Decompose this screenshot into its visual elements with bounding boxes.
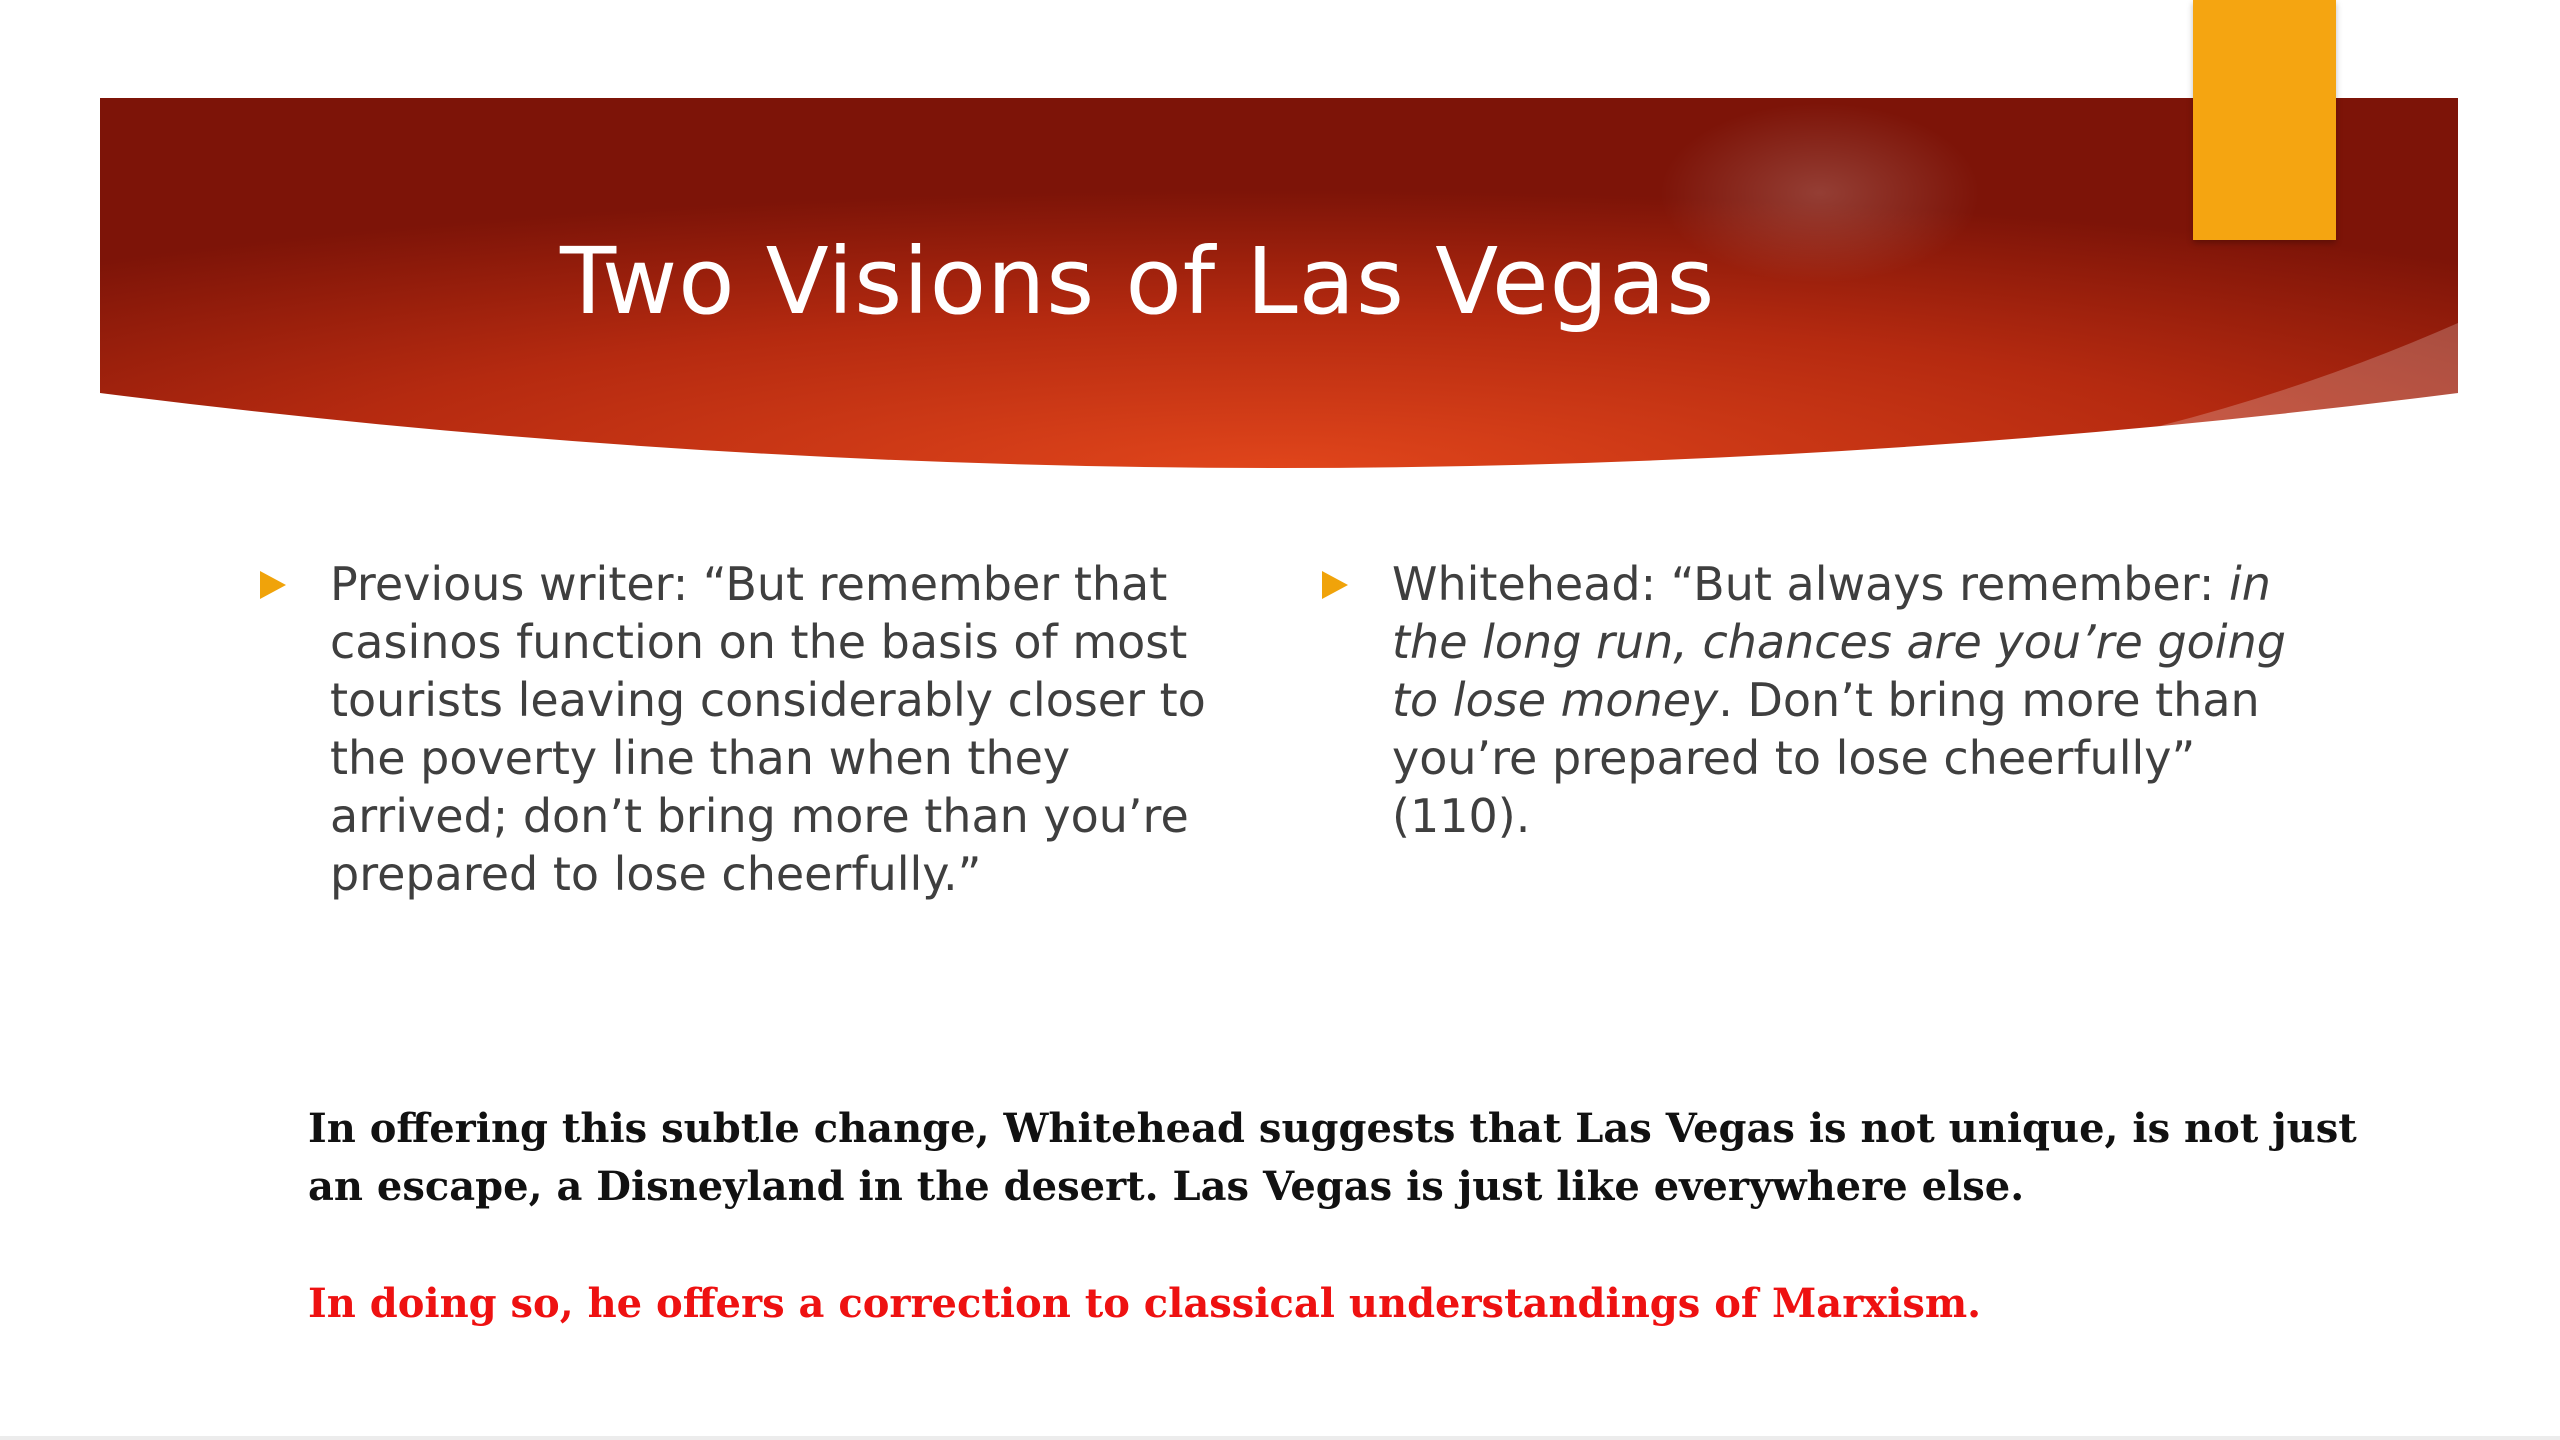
accent-tab — [2193, 0, 2336, 240]
bullet-tail: . Don’t bring more than you’re prepared to lose cheerfully” (110). — [1392, 673, 2260, 843]
bullet-lead: Whitehead: “But always remember: — [1392, 557, 2229, 611]
bullet-previous-writer — [330, 555, 1230, 903]
triangle-bullet-icon — [1322, 571, 1348, 599]
bullet-whitehead — [1392, 555, 2342, 845]
slide-title: Two Visions of Las Vegas — [560, 228, 1716, 335]
bullet-text: Previous writer: “But remember that casinos function on the basis of most tourists leaving considerably closer to the poverty line than when they arrived; don’t bring more than you’re prepared to lose cheerfully.” — [330, 557, 1206, 901]
bottom-divider — [0, 1436, 2560, 1440]
triangle-bullet-icon — [260, 571, 286, 599]
conclusion-text: In offering this subtle change, Whitehead suggests that Las Vegas is not unique, is not just an escape, a Disneyland in the desert. Las Vegas is just like everywhere else. — [308, 1105, 2357, 1210]
marxism-note: In doing so, he offers a correction to classical understandings of Marxism. — [308, 1280, 1982, 1327]
bullet-text — [1392, 555, 2342, 845]
bullet-italic-quote: in the long run, chances are you’re going to lose money — [1392, 557, 2286, 727]
